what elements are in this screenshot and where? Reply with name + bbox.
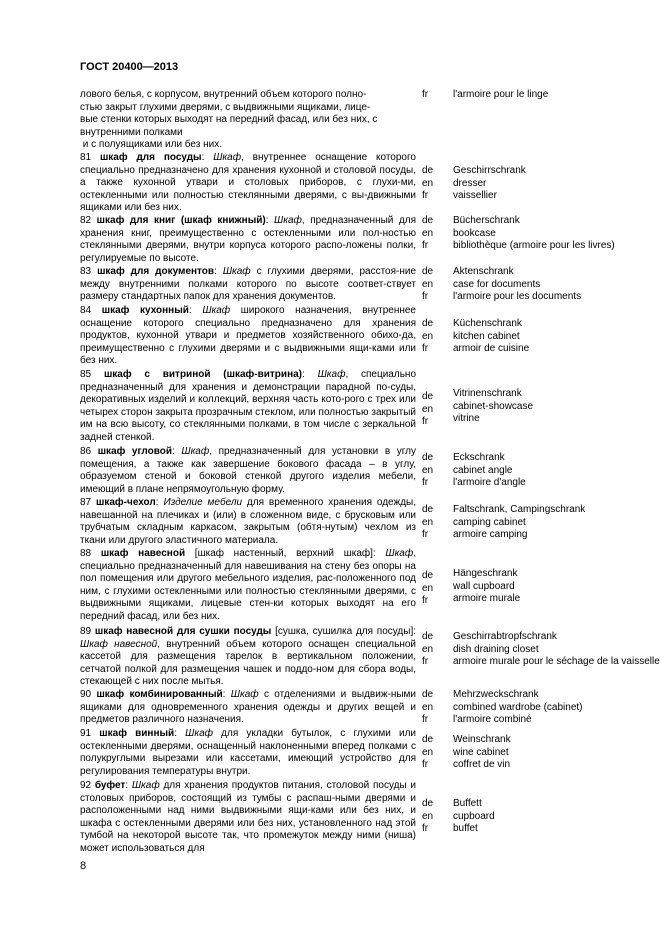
translation: Küchenschrank — [453, 318, 522, 329]
translation: combined wardrobe (cabinet) — [453, 701, 583, 713]
translation: armoire murale pour le séchage de la vaisselle — [453, 656, 660, 668]
translations — [453, 165, 661, 203]
lang-code: de — [422, 689, 434, 700]
translations — [453, 89, 661, 102]
translations — [453, 568, 661, 606]
language-codes — [422, 798, 448, 836]
entry-number: 84 — [80, 305, 92, 316]
definition: для укладки бутылок, с глухими или остекленными дверями, оснащенный наклоненными вперед полками с полукруглыми вырезами или кассетами, имеющий устройство для регулирования температуры внутри. — [80, 728, 416, 777]
lang-code: de — [422, 318, 434, 329]
term: шкаф комбинированный — [96, 689, 223, 700]
definition-ref: Шкаф — [230, 689, 259, 700]
translation: dish draining closet — [453, 643, 539, 655]
lang-code: de — [422, 165, 434, 176]
lang-code: fr — [422, 190, 429, 202]
lang-code: de — [422, 266, 434, 277]
lang-code: de — [422, 504, 434, 515]
translation: Geschirrschrank — [453, 165, 526, 176]
definition: , внутреннее оснащение которого специально предназначено для хранения кухонной и столовой посуды, а также кухонной утвари и столовых приборов, с глухи-ми, остекленными или полностью стеклянными дверями, с вы-движными ящиками или без них. — [80, 152, 416, 214]
definition-ref: Шкаф — [274, 215, 302, 226]
translation: wine cabinet — [453, 746, 509, 758]
translation: Geschirrabtropfschrank — [453, 631, 557, 642]
definition: широкого назначения, внутреннее оснащение которого специально предназначено для хранения продуктов, кухонной утвари и предметов хозяйственного обихо-да, преимущественно с глухими дверями и с выдвижными ящи-ками или без них. — [80, 305, 416, 367]
translations — [453, 631, 661, 669]
lang-code: en — [422, 643, 434, 655]
translation: Bücherschrank — [453, 215, 520, 226]
translation: bookcase — [453, 227, 496, 239]
language-codes — [422, 266, 448, 304]
term: шкаф для посуды — [99, 152, 202, 163]
lang-code: en — [422, 810, 434, 822]
translation: case for documents — [453, 278, 541, 290]
term: шкаф кухонный — [101, 305, 189, 316]
lang-code: fr — [422, 759, 429, 771]
translations — [453, 504, 661, 542]
translations — [453, 689, 661, 727]
translation: Weinschrank — [453, 734, 511, 745]
translation: armoir de cuisine — [453, 343, 530, 355]
translation: Aktenschrank — [453, 266, 514, 277]
translation: cupboard — [453, 810, 495, 822]
definition-text: 87 шкаф-чехол: Изделие мебели для временного хранения одежды, навешанной на плечиках и (или) в сложенном виде, с брусковым или трубчатым складным каркасом, закрытым (обтя-нутым) чехлом из ткани или другого эластичного материала. — [80, 497, 416, 546]
term: шкаф навесной для сушки посуды — [94, 626, 272, 637]
translations — [453, 318, 661, 356]
language-codes — [422, 452, 448, 490]
definition-ref: Шкаф — [222, 266, 251, 277]
translations — [453, 266, 661, 304]
lang-code: fr — [422, 416, 429, 428]
entry-number: 82 — [80, 215, 92, 226]
translation: vitrine — [453, 413, 480, 425]
list-item — [80, 89, 661, 151]
lang-code: en — [422, 516, 434, 528]
entry-number: 85 — [80, 369, 92, 380]
lang-code: de — [422, 631, 434, 642]
entry-number: 86 — [80, 446, 92, 457]
lang-code: fr — [422, 291, 429, 303]
lang-code: fr — [422, 823, 429, 835]
language-codes — [422, 570, 448, 608]
lang-code: en — [422, 227, 434, 239]
definition: с глухими дверями, расстоя-ние между внутренними полками которого по высоте соответ-ствует размеру стандартных папок для хранения документов. — [80, 266, 417, 303]
translation: dresser — [453, 177, 487, 189]
definition-ref: Шкаф — [185, 728, 213, 739]
definition-text — [80, 548, 416, 624]
lang-code: fr — [422, 240, 429, 252]
term: шкаф-чехол — [96, 497, 156, 508]
translation: vaissellier — [453, 190, 497, 202]
definition: , предназначенный для установки в углу помещения, а также как завершение бокового фасада – в углу, образуемом стеной и боковой стенкой другого изделия мебели, имеющий в плане непрямоугольную форму. — [80, 446, 416, 495]
definition-text: 85 шкаф с витриной (шкаф-витрина): Шкаф, специально предназначенный для хранения и демонстрации парадной по-суды, декоративных изделий и коллекций, верхняя часть кото-рого с трех или четырех сторон закрыта прозрачным стеклом, или полностью закрытый им на всю высоту, со стеклянными полками, в том числе с зеркальной задней стенкой. — [80, 369, 417, 443]
language-codes — [422, 631, 448, 669]
translation: coffret de vin — [453, 759, 511, 771]
language-codes — [422, 734, 448, 772]
lang-code: fr — [422, 477, 429, 489]
definition: с отделениями и выдвиж-ными ящиками для одновременного хранения одежды и других вещей и предметов различного назначения. — [80, 689, 417, 726]
definition-text: 91 шкаф винный: Шкаф для укладки бутылок, с глухими или остекленными дверями, оснащенный наклоненными вперед полками с полукруглыми вырезами или кассетами, имеющий устройство для регулирования температуры внутри. — [80, 728, 416, 777]
translation: l'armoire combiné — [453, 714, 532, 726]
translation: cabinet angle — [453, 464, 513, 476]
entry-number: 83 — [80, 266, 92, 277]
text-line: и с полуящиками или без них. — [80, 139, 223, 151]
page-number: 8 — [80, 860, 87, 872]
definition: для хранения продуктов питания, столовой посуды и столовых приборов, состоящий из тумбы с распаш-ными дверями и расположенными над ними выдвижными ящи-ками или без них, и шкафа с остекленными дверями или без них, установленного над этой тумбой на некоторой высоте так, что промежуток между ними (ниша) может использоваться для — [80, 780, 417, 854]
definition-ref: Шкаф — [213, 152, 242, 163]
lang-code: fr — [422, 343, 429, 355]
lang-code: en — [422, 746, 434, 758]
lang-code: en — [422, 278, 434, 290]
translations — [453, 452, 661, 490]
definition-text: 90 шкаф комбинированный: Шкаф с отделениями и выдвиж-ными ящиками для одновременного хранения одежды и других вещей и предметов различного назначения. — [80, 689, 417, 726]
alt-terms: [сушка, сушилка для посуды]: — [271, 626, 416, 637]
translation: camping cabinet — [453, 516, 526, 528]
lang-code: en — [422, 701, 434, 713]
definition: для временного хранения одежды, навешанной на плечиках и (или) в сложенном виде, с брусковым или трубчатым складным каркасом, закрытым (обтя-нутым) чехлом из ткани или другого эластичного материала. — [80, 497, 416, 546]
definition: , специально предназначенный для хранения и демонстрации парадной по-суды, декоративных изделий и коллекций, верхняя часть кото-рого с трех или четырех сторон закрыта прозрачным стеклом, или полностью закрытый им на всю высоту, со стеклянными полками, в том числе с зеркальной задней стенкой. — [80, 369, 417, 443]
definition-ref: Шкаф — [317, 369, 346, 380]
text-line: лового белья, с корпусом, внутренний объем которого полно- — [80, 89, 367, 100]
entry-number: 81 — [80, 152, 92, 163]
definition-ref: Шкаф — [385, 548, 414, 559]
language-codes — [422, 391, 448, 429]
translation: Buffett — [453, 798, 482, 809]
definition-ref: Шкаф — [131, 780, 160, 791]
language-codes — [422, 318, 448, 356]
definition-ref: Шкаф — [181, 446, 210, 457]
definition-text: 92 буфет: Шкаф для хранения продуктов питания, столовой посуды и столовых приборов, состоящий из тумбы с распаш-ными дверями и расположенными над ними выдвижными ящи-ками или без них, и шкафа с остекленными дверями или без них, установленного над этой тумбой на некоторой высоте так, что промежуток между ними (ниша) может использоваться для — [80, 780, 417, 854]
term: шкаф для книг (шкаф книжный) — [96, 215, 266, 226]
language-codes — [422, 165, 448, 203]
translation: Mehrzweckschrank — [453, 689, 539, 700]
lang-code: fr — [422, 529, 429, 541]
translation: buffet — [453, 823, 478, 835]
definition-text: 81 шкаф для посуды: Шкаф, внутреннее оснащение которого специально предназначено для хранения кухонной и столовой посуды, а также кухонной утвари и столовых приборов, с глухи-ми, остекленными или полностью стеклянными дверями, с вы-движными ящиками или без них. — [80, 152, 416, 214]
translation: l'armoire pour le linge — [453, 89, 549, 100]
definition-text: 86 шкаф угловой: Шкаф, предназначенный для установки в углу помещения, а также как завершение бокового фасада – в углу, образуемом стеной и боковой стенкой другого изделия мебели, имеющий в плане непрямоугольную форму. — [80, 446, 416, 495]
entry-number: 89 — [80, 626, 92, 637]
translations — [453, 734, 661, 772]
lang-code: de — [422, 215, 434, 226]
document-header: ГОСТ 20400—2013 — [80, 61, 179, 73]
definition-text — [80, 89, 416, 152]
definition-text: 84 шкаф кухонный: Шкаф широкого назначения, внутреннее оснащение которого специально предназначено для хранения продуктов, кухонной утвари и предметов хозяйственного обихо-да, преимущественно с глухими дверями и с выдвижными ящи-ками или без них. — [80, 305, 416, 367]
text-line: вые стенки которых выходят на передний фасад, или без них, с — [80, 114, 378, 126]
entry-number: 92 — [80, 780, 92, 791]
lang-code: en — [422, 582, 434, 594]
term: буфет — [94, 780, 126, 791]
lang-code: de — [422, 798, 434, 809]
definition-ref: Изделие мебели — [163, 497, 243, 508]
translation: bibliothèque (armoire pour les livres) — [453, 240, 615, 252]
translation: kitchen cabinet — [453, 330, 520, 342]
term: шкаф навесной — [100, 548, 186, 559]
lang-code: en — [422, 177, 434, 189]
language-codes — [422, 504, 448, 542]
term: шкаф для документов — [97, 266, 215, 277]
translation: wall cupboard — [453, 580, 515, 592]
alt-terms: [шкаф настенный, верхний шкаф]: — [185, 548, 386, 559]
language-codes — [422, 89, 448, 102]
lang-code: de — [422, 452, 434, 463]
language-codes — [422, 215, 448, 253]
translations — [453, 798, 661, 836]
translation: Faltschrank, Campingschrank — [453, 504, 586, 515]
definition: , специально предназначенный для навешивания на стену без опоры на пол помещения или другого мебельного изделия, рас-положенного под ним, с глухими остекленными или полностью стеклянными дверями, с выдвижными ящиками, лицевые стен-ки которых выходят на его передний фасад, или без них. — [80, 548, 416, 622]
lang-code: en — [422, 330, 434, 342]
lang-code: fr — [422, 714, 429, 726]
term: шкаф угловой — [97, 446, 173, 457]
text-line: внутренними полками — [80, 126, 183, 138]
lang-code: de — [422, 391, 434, 402]
translation: Vitrinenschrank — [453, 388, 522, 399]
definition-text — [80, 626, 416, 689]
translations — [453, 215, 661, 253]
term: шкаф винный — [99, 728, 175, 739]
definition-ref: Шкаф — [202, 305, 231, 316]
entry-number: 88 — [80, 548, 92, 559]
translation: cabinet-showcase — [453, 400, 534, 412]
entry-number: 91 — [80, 728, 92, 739]
entry-number: 87 — [80, 497, 92, 508]
definition-text: 83 шкаф для документов: Шкаф с глухими дверями, расстоя-ние между внутренними полками которого по высоте соответ-ствует размеру стандартных папок для хранения документов. — [80, 266, 417, 303]
translations — [453, 388, 661, 426]
term: шкаф с витриной (шкаф-витрина) — [103, 369, 302, 380]
language-codes — [422, 689, 448, 727]
entry-number: 90 — [80, 689, 92, 700]
definition-text: 82 шкаф для книг (шкаф книжный): Шкаф, предназначенный для хранения книг, преимущественно с остекленными или пол-ностью стеклянными дверями, внутри корпуса которого распо-ложены полки, регулируемые по высоте. — [80, 215, 417, 264]
definition: , предназначенный для хранения книг, преимущественно с остекленными или пол-ностью стеклянными дверями, внутри корпуса которого распо-ложены полки, регулируемые по высоте. — [80, 215, 417, 264]
translation: Hängeschrank — [453, 568, 518, 579]
translation: armoire camping — [453, 529, 528, 541]
definition-ref: Шкаф навесной — [80, 638, 158, 650]
lang-code: fr — [422, 656, 429, 668]
lang-code: de — [422, 570, 434, 581]
definition: , внутренний объем которого оснащен специальной кассетой для размещения тарелок в вертикальном положении, сетчатой полкой для размещения чашек и поддо-ном для сбора воды, стекающей с них после мытья. — [80, 638, 417, 688]
translation: armoire murale — [453, 593, 521, 605]
lang-code: de — [422, 734, 434, 745]
translation: l'armoire pour les documents — [453, 291, 582, 303]
translation: Eckschrank — [453, 452, 505, 463]
translation: l'armoire d'angle — [453, 477, 526, 489]
text-line: стью закрыт глухими дверями, с выдвижными ящиками, лице- — [80, 101, 371, 113]
lang-code: en — [422, 464, 434, 476]
lang-code: fr — [422, 595, 429, 607]
lang-code: en — [422, 403, 434, 415]
lang-code: fr — [422, 89, 429, 100]
